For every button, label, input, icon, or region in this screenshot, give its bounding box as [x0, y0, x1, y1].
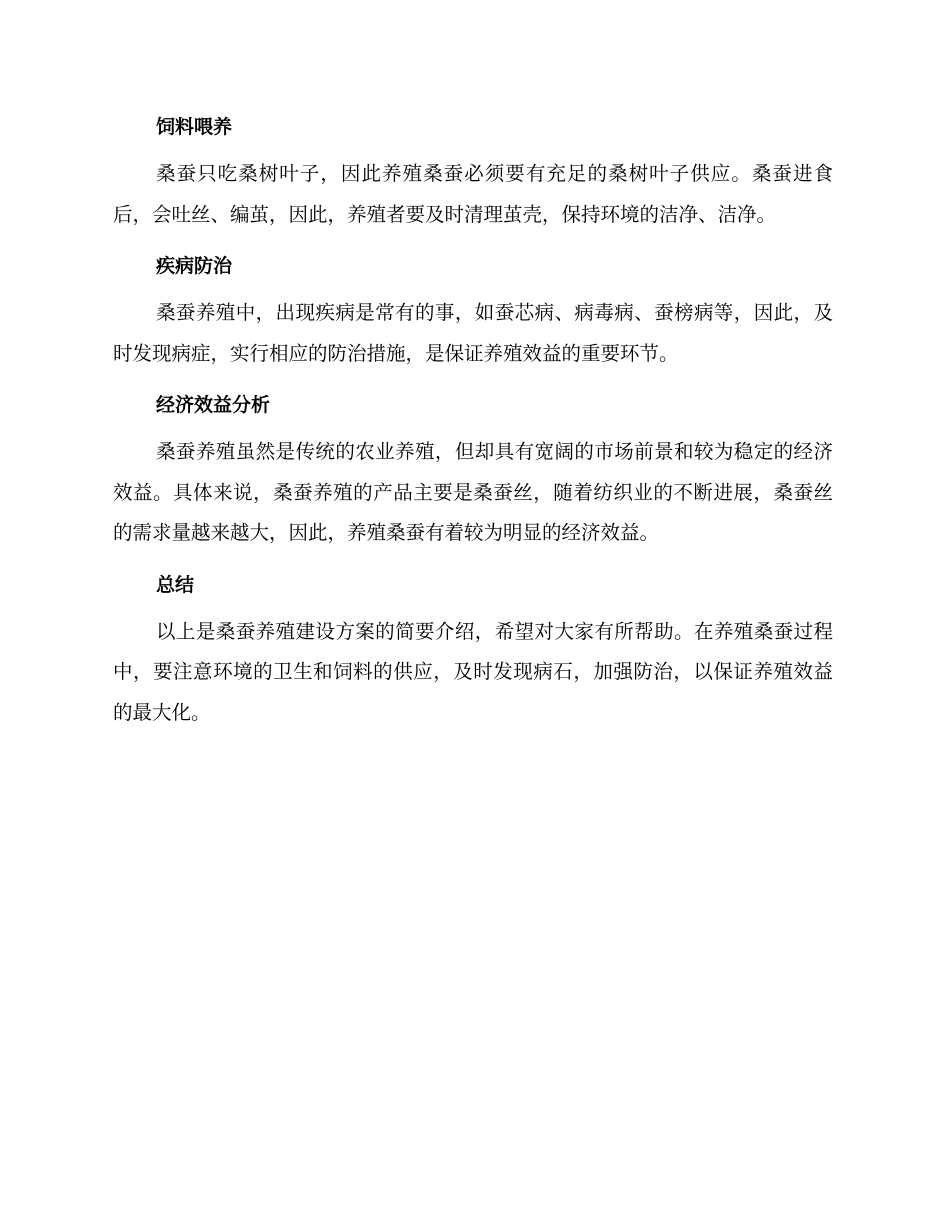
section-heading: 疾病防治 [156, 255, 233, 277]
section-paragraph: 桑蚕养殖虽然是传统的农业养殖，但却具有宽阔的市场前景和较为稳定的经济效益。具体来说，桑蚕养殖的产品主要是桑蚕丝，随着纺织业的不断进展，桑蚕丝的需求量越来越大，因此，养殖桑蚕有着较为明显的经济效益。 [113, 440, 833, 544]
document-page [113, 108, 833, 745]
section-heading: 饲料喂养 [156, 116, 233, 138]
section-summary [113, 566, 833, 734]
section-paragraph: 桑蚕养殖中，出现疾病是常有的事，如蚕芯病、病毒病、蚕榜病等，因此，及时发现病症，实行相应的防治措施，是保证养殖效益的重要环节。 [113, 301, 833, 365]
section-paragraph: 桑蚕只吃桑树叶子，因此养殖桑蚕必须要有充足的桑树叶子供应。桑蚕进食后，会吐丝、编茧，因此，养殖者要及时清理茧壳，保持环境的洁净、洁净。 [113, 162, 833, 226]
section-heading: 总结 [156, 573, 195, 596]
section-economic-analysis [113, 386, 833, 554]
section-disease-prevention [113, 247, 833, 374]
section-paragraph: 以上是桑蚕养殖建设方案的简要介绍，希望对大家有所帮助。在养殖桑蚕过程中，要注意环境的卫生和饲料的供应，及时发现病石，加强防治，以保证养殖效益的最大化。 [113, 619, 833, 724]
section-feeding [113, 108, 833, 235]
section-heading: 经济效益分析 [156, 394, 271, 416]
